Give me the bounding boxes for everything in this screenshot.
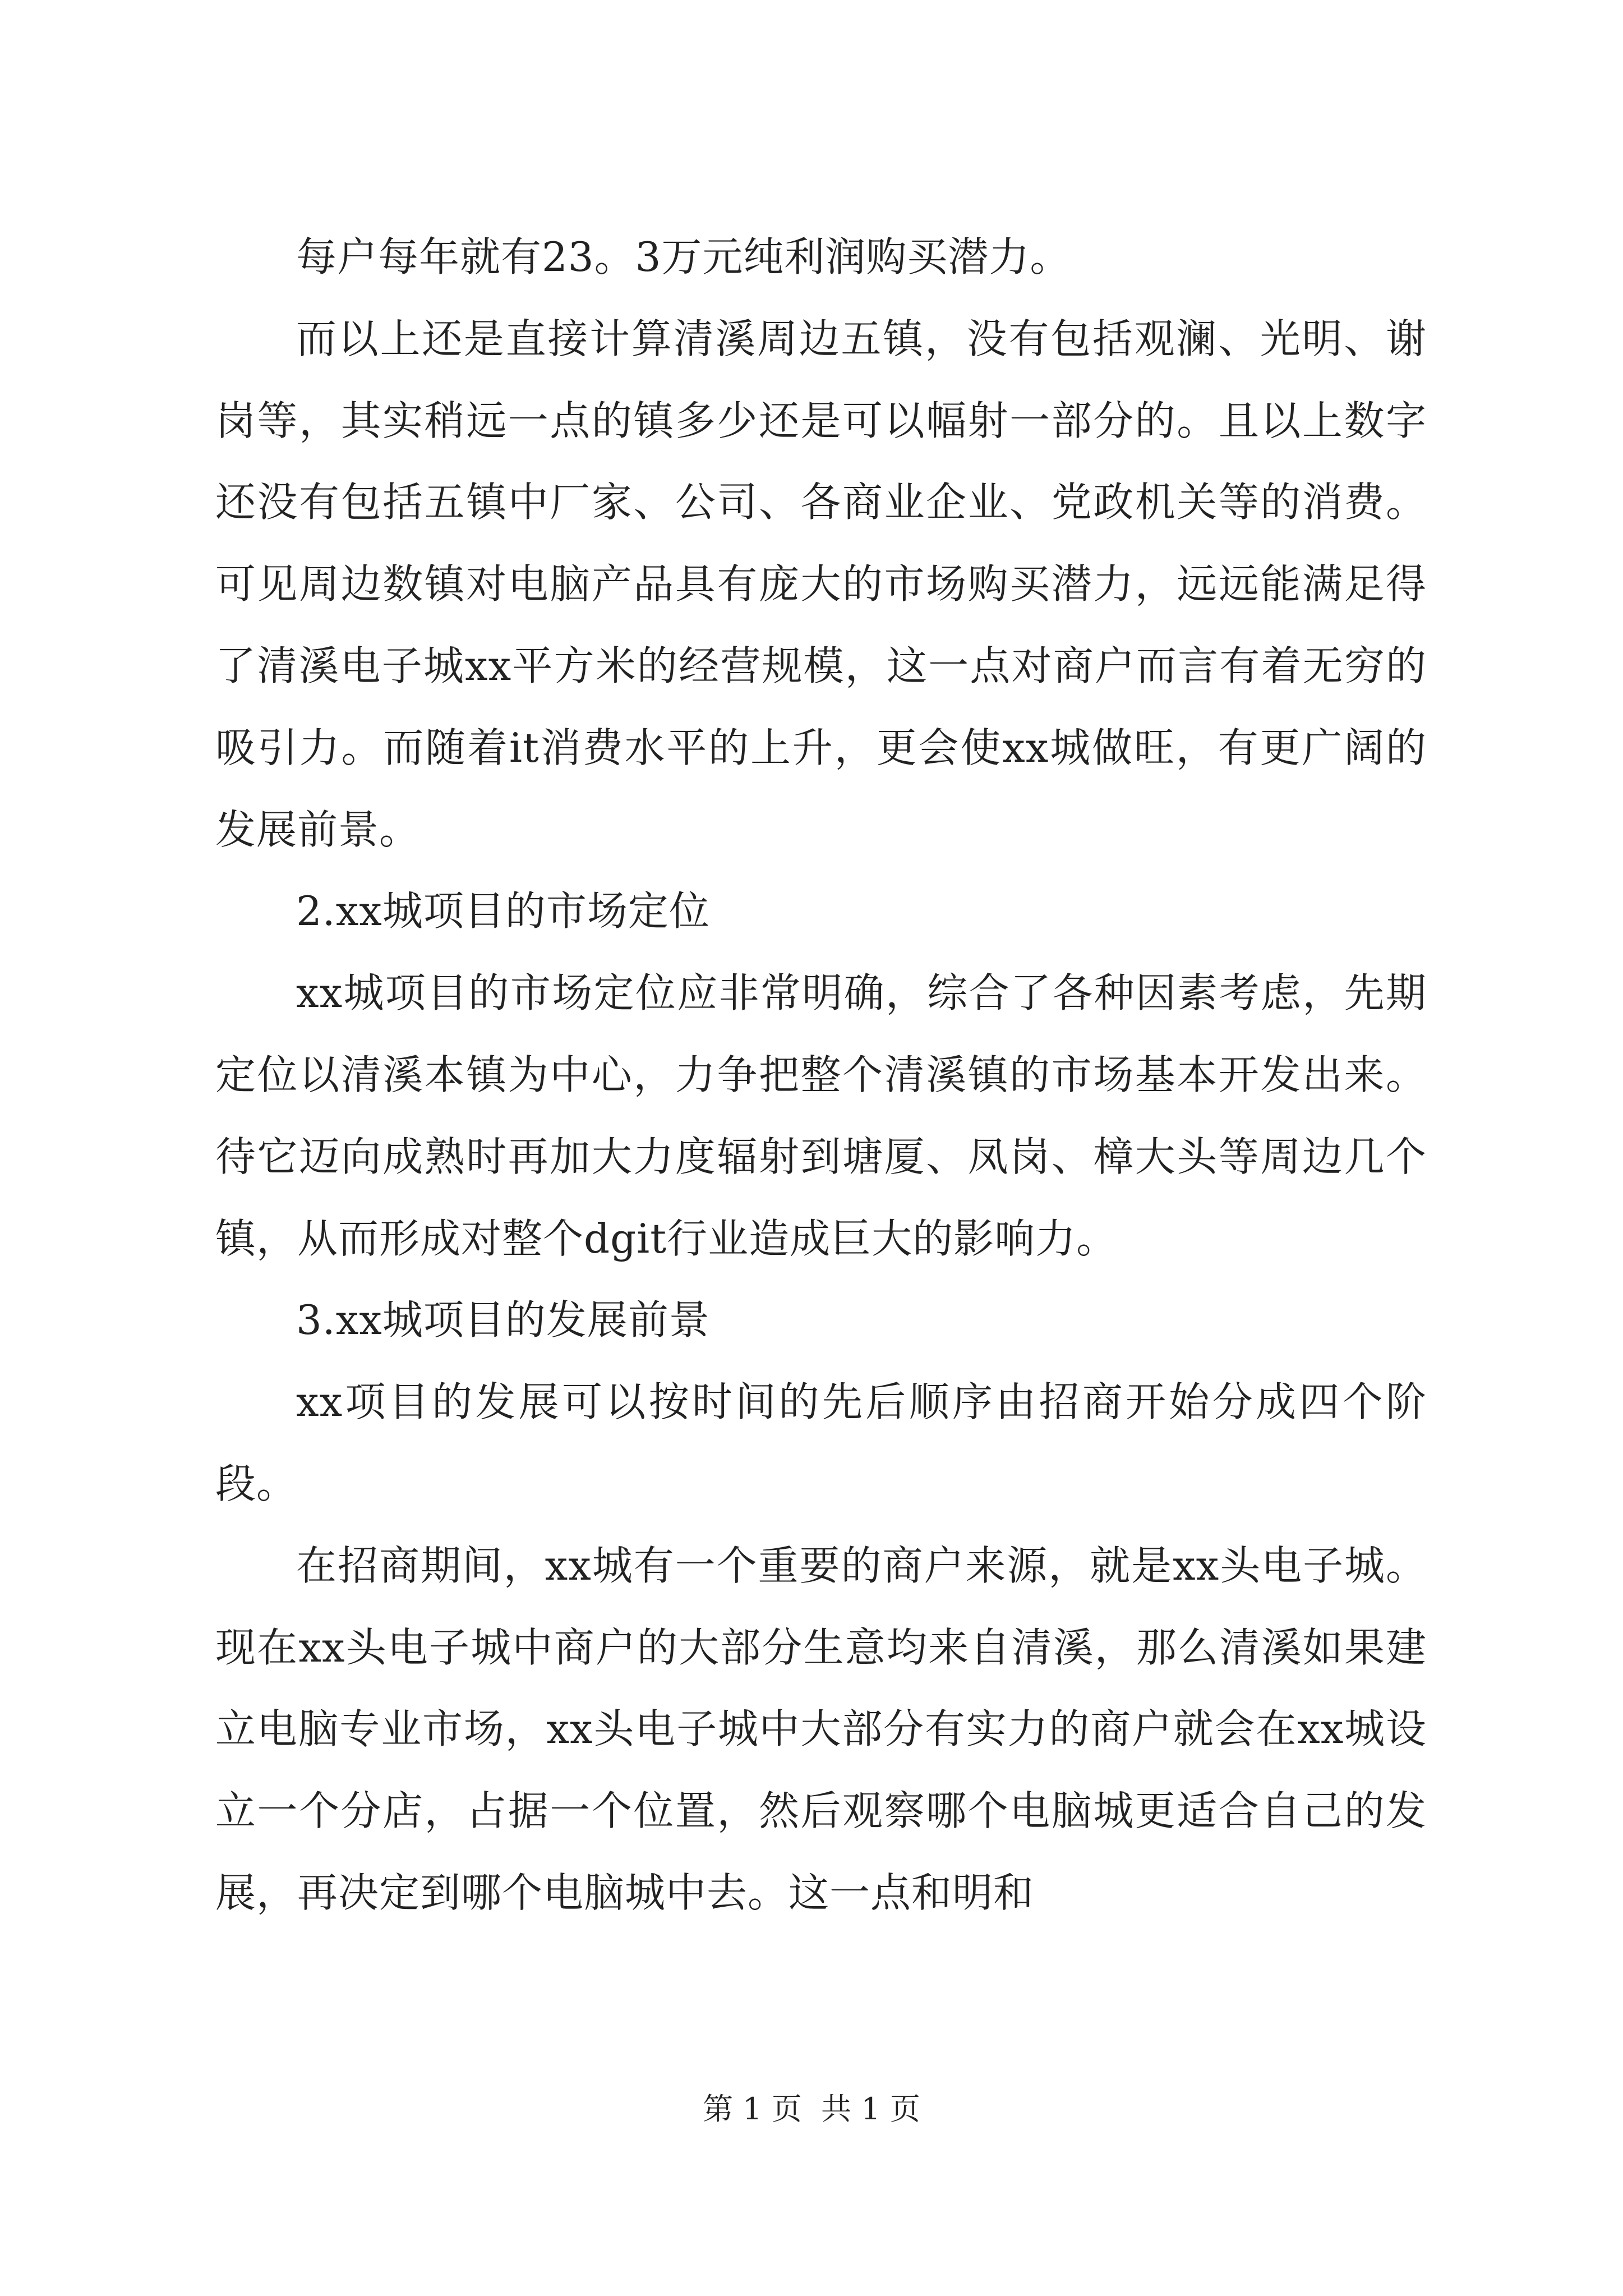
paragraph: 在招商期间，xx城有一个重要的商户来源，就是xx头电子城。现在xx头电子城中商户的大部分生意均来自清溪，那么清溪如果建立电脑专业市场，xx头电子城中大部分有实力的商户就会在xx城设立一个分店，占据一个位置，然后观察哪个电脑城更适合自己的发展，再决定到哪个电脑城中去。这一点和明和 bbox=[215, 1542, 1427, 1916]
paragraph: 而以上还是直接计算清溪周边五镇，没有包括观澜、光明、谢岗等，其实稍远一点的镇多少还是可以幅射一部分的。且以上数字还没有包括五镇中厂家、公司、各商业企业、党政机关等的消费。可见周边数镇对电脑产品具有庞大的市场购买潜力，远远能满足得了清溪电子城xx平方米的经营规模，这一点对商户而言有着无穷的吸引力。而随着it消费水平的上升，更会使xx城做旺，有更广阔的发展前景。 bbox=[215, 315, 1427, 853]
page-footer: 第 1 页 共 1 页 bbox=[703, 2091, 920, 2127]
paragraph: 每户每年就有23。3万元纯利润购买潜力。 bbox=[296, 233, 1071, 280]
document-body bbox=[215, 217, 1427, 1934]
paragraph: xx城项目的市场定位应非常明确，综合了各种因素考虑，先期定位以清溪本镇为中心，力争把整个清溪镇的市场基本开发出来。待它迈向成熟时再加大力度辐射到塘厦、凤岗、樟大头等周边几个镇，从而形成对整个dgit行业造成巨大的影响力。 bbox=[215, 969, 1427, 1262]
section-heading: 2.xx城项目的市场定位 bbox=[296, 887, 710, 935]
paragraph: xx项目的发展可以按时间的先后顺序由招商开始分成四个阶段。 bbox=[215, 1378, 1427, 1507]
section-heading: 3.xx城项目的发展前景 bbox=[296, 1296, 710, 1344]
